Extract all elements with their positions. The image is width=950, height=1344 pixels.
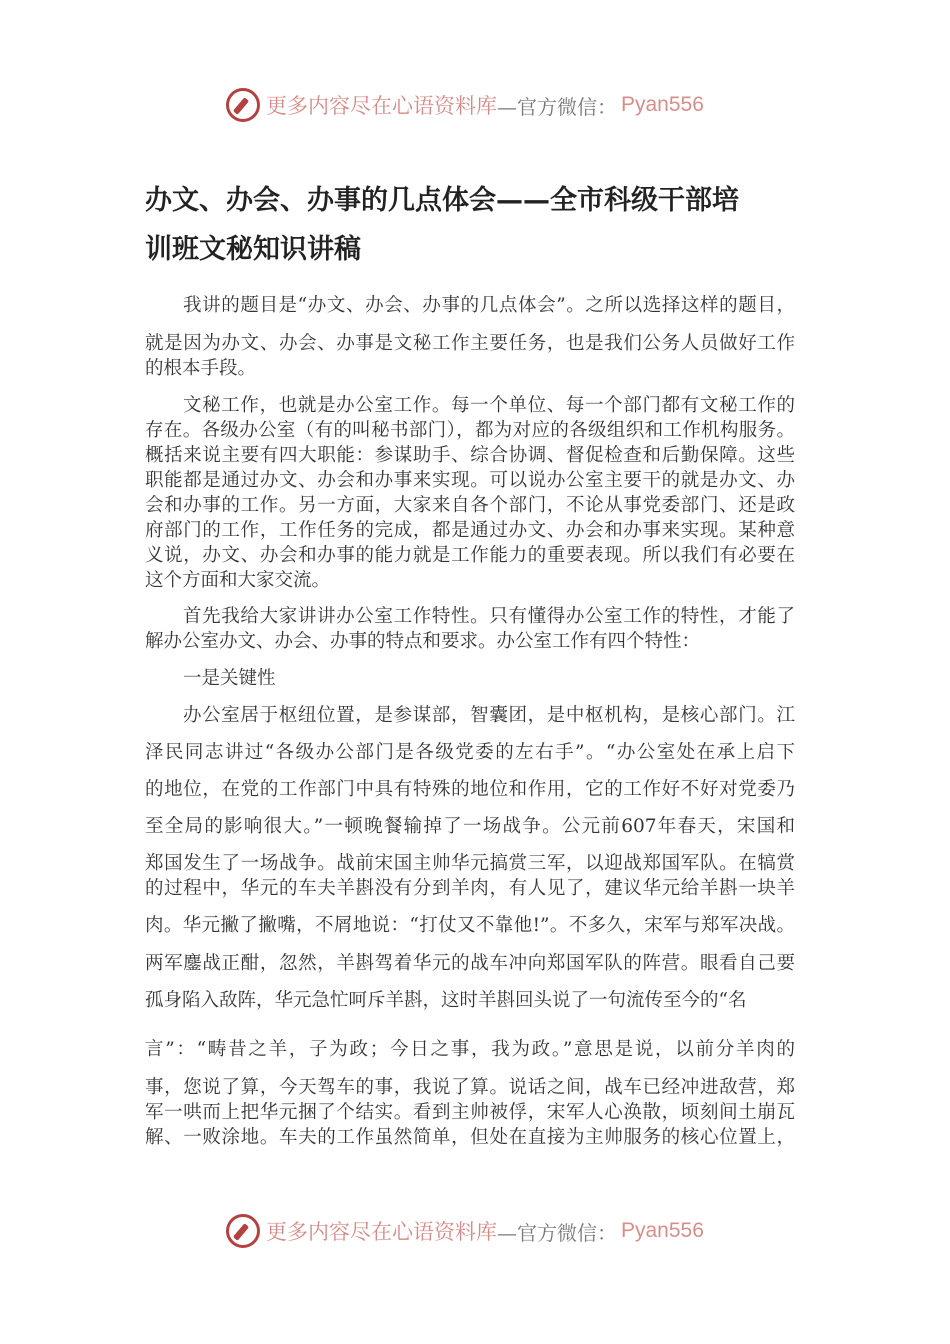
text-line: 办公室居于枢纽位置，是参谋部，智囊团，是中枢机构，是核心部门。江 [183,705,795,726]
text-line: 解、一败涂地。车夫的工作虽然简单，但处在直接为主帅服务的核心位置上， [145,1127,795,1148]
text-line: 义说，办文、办会和办事的能力就是工作能力的重要表现。所以我们有必要在 [145,545,795,566]
text-line: 的根本手段。 [145,358,257,379]
text-line: 泽民同志讲过“各级办公部门是各级党委的左右手”。“办公室处在承上启下 [145,742,795,763]
text-line: 事，您说了算，今天驾车的事，我说了算。说话之间，战车已经冲进敌营，郑 [145,1077,795,1098]
text-line: 文秘工作，也就是办公室工作。每一个单位、每一个部门都有文秘工作的 [183,395,795,416]
text-line: 郑国发生了一场战争。战前宋国主帅华元搞赏三军，以迎战郑国军队。在犒赏 [145,853,795,874]
section-heading: 一是关键性 [183,668,276,689]
text-line: 首先我给大家讲讲办公室工作特性。只有懂得办公室工作的特性，才能了 [183,606,795,627]
footer-banner [226,1213,716,1249]
banner-dash: —官方微信： [497,1220,617,1245]
text-line: 军一哄而上把华元捆了个结实。看到主帅被俘，宋军人心涣散，顷刻间土崩瓦 [145,1102,795,1123]
pen-logo-icon [226,1214,260,1248]
text-line: 概括来说主要有四大职能：参谋助手、综合协调、督促检查和后勤保障。这些 [145,445,795,466]
banner-dash: —官方微信： [497,94,617,119]
document-title-line-2: 训班文秘知识讲稿 [145,234,361,265]
text-line: 职能都是通过办文、办会和办事来实现。可以说办公室主要干的就是办文、办 [145,470,795,491]
header-banner [226,87,716,123]
text-line: 我讲的题目是“办文、办会、办事的几点体会”。之所以选择这样的题目， [183,295,795,316]
banner-wechat: Pyan556 [621,1219,704,1242]
text-line: 解办公室办文、办会、办事的特点和要求。办公室工作有四个特性： [145,631,701,652]
text-line: 至全局的影响很大。”一顿晚餐输掉了一场战争。公元前607年春天，宋国和 [145,816,795,837]
text-line: 的过程中，华元的车夫羊斟没有分到羊肉，有人见了，建议华元给羊斟一块羊 [145,878,795,899]
pen-logo-icon [226,88,260,122]
text-line: 会和办事的工作。另一方面，大家来自各个部门，不论从事党委部门、还是政 [145,495,795,516]
text-line: 肉。华元撇了撇嘴，不屑地说：“打仗又不靠他!”。不多久，宋军与郑军决战。 [145,915,795,936]
text-line: 这个方面和大家交流。 [145,570,331,591]
text-line: 府部门的工作，工作任务的完成，都是通过办文、办会和办事来实现。某种意 [145,520,795,541]
text-line: 存在。各级办公室（有的叫秘书部门），都为对应的各级组织和工作机构服务。 [145,420,795,441]
banner-text: 更多内容尽在心语资料库 [266,94,497,118]
banner-text: 更多内容尽在心语资料库 [266,1220,497,1244]
banner-wechat: Pyan556 [621,93,704,116]
text-line: 孤身陷入敌阵，华元急忙呵斥羊斟，这时羊斟回头说了一句流传至今的“名 [145,990,747,1011]
text-line: 两军鏖战正酣，忽然，羊斟驾着华元的战车冲向郑国军队的阵营。眼看自己要 [145,953,795,974]
document-title-line-1: 办文、办会、办事的几点体会——全市科级干部培 [145,185,739,216]
text-line: 言”：“畴昔之羊，子为政；今日之事，我为政。”意思是说，以前分羊肉的 [145,1039,795,1060]
text-line: 就是因为办文、办会、办事是文秘工作主要任务，也是我们公务人员做好工作 [145,333,795,354]
text-line: 的地位，在党的工作部门中具有特殊的地位和作用，它的工作好不好对党委乃 [145,779,795,800]
